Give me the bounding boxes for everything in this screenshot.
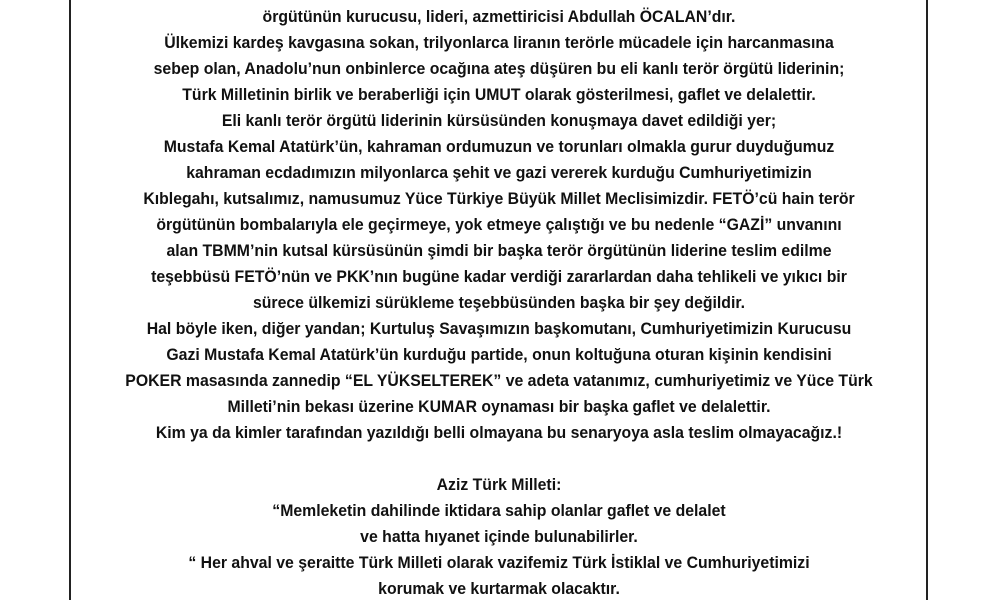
text-line: sebep olan, Anadolu’nun onbinlerce ocağına ateş düşüren bu eli kanlı terör örgütü liderinin; — [153, 59, 845, 78]
text-line: Ülkemizi kardeş kavgasına sokan, trilyonlarca liranın terörle mücadele için harcanmasına — [164, 33, 834, 52]
left-border-line — [69, 0, 71, 600]
paragraph-3 — [80, 316, 918, 446]
text-line: örgütünün kurucusu, lideri, azmettiricisi Abdullah ÖCALAN’dır. — [262, 7, 736, 26]
text-line: alan TBMM’nin kutsal kürsüsünün şimdi bir başka terör örgütünün liderine teslim edilme — [166, 241, 832, 260]
quote-line: korumak ve kurtarmak olacaktır. — [378, 579, 620, 598]
right-border-line — [926, 0, 928, 600]
text-line: sürece ülkemizi sürükleme teşebbüsünden başka bir şey değildir. — [252, 293, 746, 312]
text-line: Eli kanlı terör örgütü liderinin kürsüsünden konuşmaya davet edildiği yer; — [221, 111, 777, 130]
quote-line: ve hatta hıyanet içinde bulunabilirler. — [360, 527, 638, 546]
ataturk-quote — [80, 498, 918, 600]
text-line: Türk Milletinin birlik ve beraberliği için UMUT olarak gösterilmesi, gaflet ve delalettir. — [182, 85, 816, 104]
paragraph-2 — [80, 108, 918, 316]
text-line: Kıblegahı, kutsalımız, namusumuz Yüce Türkiye Büyük Millet Meclisimizdir. FETÖ’cü hain terör — [143, 189, 855, 208]
salutation-line: Aziz Türk Milleti: — [436, 475, 562, 494]
text-line: Hal böyle iken, diğer yandan; Kurtuluş Savaşımızın başkomutanı, Cumhuriyetimizin Kurucusu — [146, 319, 852, 338]
text-line: Mustafa Kemal Atatürk’ün, kahraman ordumuzun ve torunları olmakla gurur duyduğumuz — [163, 137, 835, 156]
text-line: kahraman ecdadımızın milyonlarca şehit ve gazi vererek kurduğu Cumhuriyetimizin — [186, 163, 812, 182]
paragraph-gap — [80, 446, 918, 472]
paragraph-1 — [80, 4, 918, 108]
text-line: POKER masasında zannedip “EL YÜKSELTEREK” ve adeta vatanımız, cumhuriyetimiz ve Yüce Türk — [125, 371, 873, 390]
text-line: Milleti’nin bekası üzerine KUMAR oynaması bir başka gaflet ve delalettir. — [227, 397, 771, 416]
quote-line: “ Her ahval ve şeraitte Türk Milleti olarak vazifemiz Türk İstiklal ve Cumhuriyetimizi — [188, 553, 810, 572]
text-line: teşebbüsü FETÖ’nün ve PKK’nın bugüne kadar verdiği zararlardan daha tehlikeli ve yıkıcı bir — [151, 267, 847, 286]
text-line: örgütünün bombalarıyla ele geçirmeye, yok etmeye çalıştığı ve bu nedenle “GAZİ” unvanını — [156, 215, 842, 234]
statement-text — [80, 4, 918, 600]
text-line: Gazi Mustafa Kemal Atatürk’ün kurduğu partide, onun koltuğuna oturan kişinin kendisini — [166, 345, 832, 364]
quote-line: “Memleketin dahilinde iktidara sahip olanlar gaflet ve delalet — [272, 501, 726, 520]
text-line: Kim ya da kimler tarafından yazıldığı belli olmayana bu senaryoya asla teslim olmayacağız.! — [155, 423, 843, 442]
